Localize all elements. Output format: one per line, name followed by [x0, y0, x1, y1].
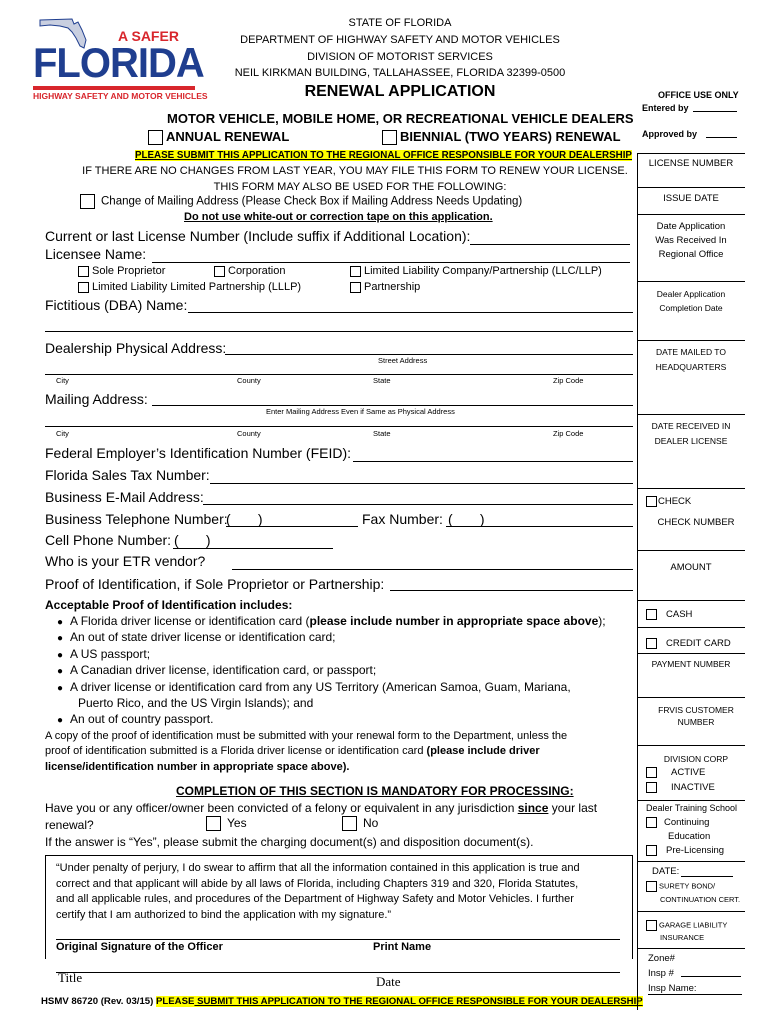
- cell-parens: ( ): [174, 532, 211, 548]
- feid-field[interactable]: [353, 461, 633, 462]
- header-line-2: DEPARTMENT OF HIGHWAY SAFETY AND MOTOR VEHICLES: [240, 34, 560, 46]
- telephone-parens: ( ): [226, 511, 263, 527]
- zip-caption: Zip Code: [553, 376, 584, 385]
- header-line-1: STATE OF FLORIDA: [348, 17, 452, 29]
- dba-field-line-2[interactable]: [45, 331, 633, 332]
- logo-wordmark: FLORIDA: [33, 40, 204, 87]
- corporation-option[interactable]: [214, 265, 285, 277]
- dba-field[interactable]: [188, 312, 633, 313]
- no-changes-notice: IF THERE ARE NO CHANGES FROM LAST YEAR, YOU MAY FILE THIS FORM TO RENEW YOUR LICENSE.: [82, 165, 628, 177]
- llc-label: Limited Liability Company/Partnership (LLC/LLP): [364, 265, 602, 277]
- proof-heading: Acceptable Proof of Identification includes:: [45, 598, 293, 612]
- date-app-received-3: Regional Office: [658, 249, 724, 260]
- office-divider: [637, 627, 745, 628]
- felony-no-checkbox[interactable]: [342, 816, 357, 831]
- felony-no-label: No: [363, 816, 379, 830]
- proof-item-6: ● An out of country passport.: [57, 712, 213, 726]
- physical-address-city-field[interactable]: [45, 374, 633, 375]
- biennial-renewal-label: BIENNIAL (TWO YEARS) RENEWAL: [400, 129, 621, 144]
- cash-option[interactable]: [646, 609, 692, 620]
- lllp-option[interactable]: [78, 281, 301, 293]
- inactive-option[interactable]: [646, 782, 715, 793]
- credit-card-checkbox[interactable]: [646, 638, 657, 649]
- office-divider: [637, 911, 745, 912]
- proof-para-3: license/identification number in appropriate space above).: [45, 761, 350, 773]
- cell-label: Cell Phone Number:: [45, 532, 172, 548]
- continuing-option[interactable]: [646, 817, 709, 828]
- felony-instruction: If the answer is “Yes”, please submit the charging document(s) and disposition document(s).: [45, 835, 534, 849]
- continuing-checkbox[interactable]: [646, 817, 657, 828]
- signature-label: Original Signature of the Officer: [56, 941, 223, 953]
- approved-by-label: Approved by: [642, 129, 698, 139]
- affirm-line-2: correct and that applicant will abide by all laws of Florida, including Chapters 319 and 320, Florida Statutes,: [56, 878, 579, 890]
- inactive-checkbox[interactable]: [646, 782, 657, 793]
- garage-label-2: INSURANCE: [660, 933, 705, 942]
- sole-proprietor-option[interactable]: [78, 265, 165, 277]
- affirm-line-1: “Under penalty of perjury, I do swear to affirm that all the information contained in this application is true and: [56, 862, 580, 874]
- change-address-label: Change of Mailing Address (Please Check Box if Mailing Address Needs Updating): [101, 195, 523, 208]
- frvis-1: FRVIS CUSTOMER: [658, 705, 734, 715]
- office-divider: [637, 153, 745, 154]
- check-checkbox[interactable]: [646, 496, 657, 507]
- dba-label: Fictitious (DBA) Name:: [45, 297, 188, 313]
- sole-proprietor-label: Sole Proprietor: [92, 265, 166, 277]
- dealer-app-completion-1: Dealer Application: [656, 289, 726, 299]
- mailing-county-caption: County: [237, 429, 261, 438]
- dealer-app-completion-2: Completion Date: [659, 303, 723, 313]
- office-divider: [637, 414, 745, 415]
- office-divider: [637, 340, 745, 341]
- physical-address-label: Dealership Physical Address:: [45, 340, 227, 356]
- form-id: HSMV 86720 (Rev. 03/15): [41, 996, 157, 1007]
- partnership-checkbox[interactable]: [350, 282, 361, 293]
- active-option[interactable]: [646, 767, 705, 778]
- mailing-address-city-field[interactable]: [45, 426, 633, 427]
- division-corp-label: DIVISION CORP: [663, 754, 729, 764]
- title-label: Title: [58, 970, 83, 985]
- payment-number-label: PAYMENT NUMBER: [651, 659, 731, 669]
- cash-label: CASH: [666, 609, 693, 621]
- sales-tax-field[interactable]: [210, 483, 633, 484]
- office-use-title: OFFICE USE ONLY: [658, 90, 739, 100]
- title-date-field[interactable]: [56, 972, 620, 973]
- submit-notice: PLEASE SUBMIT THIS APPLICATION TO THE REGIONAL OFFICE RESPONSIBLE FOR YOUR DEALERSHIP: [135, 150, 632, 161]
- office-divider: [637, 861, 745, 862]
- mailing-zip-caption: Zip Code: [553, 429, 584, 438]
- affirm-line-4: certify that I am authorized to bind the application with my signature.”: [56, 909, 392, 921]
- entered-by-label: Entered by: [642, 103, 689, 113]
- county-caption: County: [237, 376, 261, 385]
- email-field[interactable]: [203, 504, 633, 505]
- header-line-3: DIVISION OF MOTORIST SERVICES: [307, 51, 493, 63]
- signature-field[interactable]: [56, 939, 620, 940]
- felony-yes-checkbox[interactable]: [206, 816, 221, 831]
- insp-number-label: Insp #: [648, 968, 674, 979]
- state-caption: State: [373, 376, 391, 385]
- lllp-label: Limited Liability Limited Partnership (LLLP): [92, 281, 302, 293]
- office-divider: [637, 800, 745, 801]
- office-divider: [637, 187, 745, 188]
- fax-label: Fax Number:: [362, 511, 443, 527]
- issue-date-box: ISSUE DATE: [663, 193, 719, 204]
- lllp-checkbox[interactable]: [78, 282, 89, 293]
- logo-red-bar: [33, 86, 195, 90]
- corporation-label: Corporation: [228, 265, 286, 277]
- annual-renewal-checkbox[interactable]: [148, 130, 163, 145]
- active-checkbox[interactable]: [646, 767, 657, 778]
- check-option[interactable]: [646, 496, 691, 507]
- mailing-city-caption: City: [56, 429, 69, 438]
- office-divider: [637, 600, 745, 601]
- page-title: RENEWAL APPLICATION: [304, 83, 496, 100]
- corporation-checkbox[interactable]: [214, 266, 225, 277]
- office-date-field[interactable]: [681, 876, 733, 877]
- proof-field[interactable]: [390, 590, 633, 591]
- active-label: ACTIVE: [671, 767, 706, 779]
- also-used-notice: THIS FORM MAY ALSO BE USED FOR THE FOLLOWING:: [213, 181, 507, 193]
- biennial-renewal-option[interactable]: [382, 129, 621, 145]
- insp-number-field[interactable]: [681, 976, 741, 977]
- office-divider: [637, 697, 745, 698]
- mailing-address-label: Mailing Address:: [45, 391, 148, 407]
- proof-label: Proof of Identification, if Sole Proprietor or Partnership:: [45, 576, 385, 592]
- telephone-field[interactable]: [226, 526, 358, 527]
- date-app-received-2: Was Received In: [655, 235, 727, 246]
- cash-checkbox[interactable]: [646, 609, 657, 620]
- credit-card-label: CREDIT CARD: [666, 638, 731, 650]
- garage-label: GARAGE LIABILITY: [659, 920, 728, 930]
- partnership-label: Partnership: [364, 281, 421, 293]
- no-whiteout-notice: Do not use white-out or correction tape on this application.: [184, 211, 493, 223]
- garage-checkbox[interactable]: [646, 920, 657, 931]
- license-number-label: Current or last License Number (Include suffix if Additional Location):: [45, 228, 471, 244]
- office-divider: [637, 745, 745, 746]
- garage-option[interactable]: [646, 920, 727, 931]
- proof-para-1: A copy of the proof of identification must be submitted with your renewal form to the Department, unless the: [45, 730, 568, 742]
- date-received-2: DEALER LICENSE: [654, 436, 728, 446]
- city-caption: City: [56, 376, 69, 385]
- llc-checkbox[interactable]: [350, 266, 361, 277]
- etr-label: Who is your ETR vendor?: [45, 553, 206, 569]
- sole-proprietor-checkbox[interactable]: [78, 266, 89, 277]
- sales-tax-label: Florida Sales Tax Number:: [45, 467, 210, 483]
- mailing-address-street-field[interactable]: [152, 405, 633, 406]
- surety-label-2: CONTINUATION CERT.: [660, 895, 741, 904]
- office-divider: [637, 281, 745, 282]
- date-app-received-1: Date Application: [656, 221, 726, 232]
- mailing-state-caption: State: [373, 429, 391, 438]
- date-mailed-1: DATE MAILED TO: [656, 347, 726, 357]
- date-mailed-2: HEADQUARTERS: [655, 362, 727, 372]
- insp-name-field[interactable]: [648, 994, 742, 995]
- footer: HSMV 86720 (Rev. 03/15) PLEASE SUBMIT THIS APPLICATION TO THE REGIONAL OFFICE RESPONSIBLE FOR YOUR DEALERSHIP: [41, 996, 643, 1007]
- proof-para-2: proof of identification submitted is a Florida driver license or identification card (please include driver: [45, 745, 540, 757]
- logo-tagline: A SAFER: [118, 28, 179, 44]
- inactive-label: INACTIVE: [671, 782, 715, 794]
- proof-item-2: ● An out of state driver license or identification card;: [57, 630, 336, 644]
- felony-no-option[interactable]: [342, 816, 378, 831]
- proof-item-5-cont: Puerto Rico, and the US Virgin Islands); and: [78, 696, 314, 710]
- check-label: CHECK: [658, 496, 692, 508]
- etr-field[interactable]: [232, 569, 633, 570]
- licensee-name-label: Licensee Name:: [45, 246, 147, 262]
- mailing-hint: Enter Mailing Address Even if Same as Physical Address: [266, 407, 455, 416]
- date-label: Date: [376, 974, 401, 989]
- office-divider: [637, 948, 745, 949]
- entered-by-field[interactable]: [693, 111, 737, 112]
- feid-label: Federal Employer’s Identification Number (FEID):: [45, 445, 352, 461]
- cell-field[interactable]: [173, 548, 333, 549]
- email-label: Business E-Mail Address:: [45, 489, 204, 505]
- approved-by-field[interactable]: [706, 137, 737, 138]
- credit-card-option[interactable]: [646, 638, 731, 649]
- zone-label: Zone#: [648, 953, 675, 964]
- license-number-field[interactable]: [470, 244, 630, 245]
- logo-subtitle: HIGHWAY SAFETY AND MOTOR VEHICLES: [33, 91, 208, 101]
- surety-checkbox[interactable]: [646, 881, 657, 892]
- header-line-4: NEIL KIRKMAN BUILDING, TALLAHASSEE, FLORIDA 32399-0500: [234, 67, 566, 79]
- office-divider: [637, 550, 745, 551]
- partnership-option[interactable]: [350, 281, 420, 293]
- office-divider: [637, 214, 745, 215]
- biennial-renewal-checkbox[interactable]: [382, 130, 397, 145]
- proof-item-5: ● A driver license or identification card from any US Territory (American Samoa, Guam, Mariana,: [57, 680, 571, 694]
- llc-option[interactable]: [350, 265, 602, 277]
- proof-item-3: ● A US passport;: [57, 647, 150, 661]
- telephone-label: Business Telephone Number:: [45, 511, 228, 527]
- change-address-checkbox[interactable]: [80, 194, 95, 209]
- felony-yes-label: Yes: [227, 816, 247, 830]
- office-date-label: DATE:: [652, 866, 680, 877]
- continuing-label: Continuing: [664, 817, 710, 829]
- office-divider: [637, 488, 745, 489]
- prelicensing-checkbox[interactable]: [646, 845, 657, 856]
- felony-yes-option[interactable]: [206, 816, 247, 831]
- proof-item-4: ● A Canadian driver license, identification card, or passport;: [57, 663, 376, 677]
- license-number-box: LICENSE NUMBER: [648, 158, 734, 169]
- annual-renewal-option[interactable]: [148, 129, 289, 145]
- training-school-label: Dealer Training School: [646, 803, 738, 813]
- felony-heading: COMPLETION OF THIS SECTION IS MANDATORY FOR PROCESSING:: [176, 784, 574, 798]
- felony-question-cont: renewal?: [45, 818, 94, 832]
- licensee-name-field[interactable]: [152, 262, 630, 263]
- office-divider: [637, 653, 745, 654]
- fax-parens: ( ): [448, 511, 485, 527]
- prelicensing-label: Pre-Licensing: [666, 845, 725, 857]
- check-number-label: CHECK NUMBER: [657, 517, 735, 528]
- date-received-1: DATE RECEIVED IN: [651, 421, 731, 431]
- fax-field[interactable]: [446, 526, 633, 527]
- affirm-line-3: and all applicable rules, and procedures of the Department of Highway Safety and Motor Vehicles. I further: [56, 893, 574, 905]
- annual-renewal-label: ANNUAL RENEWAL: [166, 129, 290, 144]
- insp-name-label: Insp Name:: [648, 983, 697, 994]
- change-address-option[interactable]: [80, 194, 522, 209]
- street-address-caption: Street Address: [378, 356, 428, 365]
- amount-label: AMOUNT: [670, 562, 712, 573]
- continuing-label-2: Education: [668, 831, 711, 842]
- felony-question: Have you or any officer/owner been convicted of a felony or equivalent in any jurisdiction since your last: [45, 801, 598, 815]
- proof-item-1: ● A Florida driver license or identification card (please include number in appropriate space above);: [57, 614, 606, 628]
- prelicensing-option[interactable]: [646, 845, 724, 856]
- frvis-2: NUMBER: [677, 717, 715, 727]
- surety-label: SURETY BOND/: [659, 881, 716, 891]
- surety-option[interactable]: [646, 881, 715, 892]
- physical-address-street-field[interactable]: [225, 354, 633, 355]
- form-subtitle: MOTOR VEHICLE, MOBILE HOME, OR RECREATIONAL VEHICLE DEALERS: [167, 111, 634, 126]
- print-name-label: Print Name: [373, 941, 432, 953]
